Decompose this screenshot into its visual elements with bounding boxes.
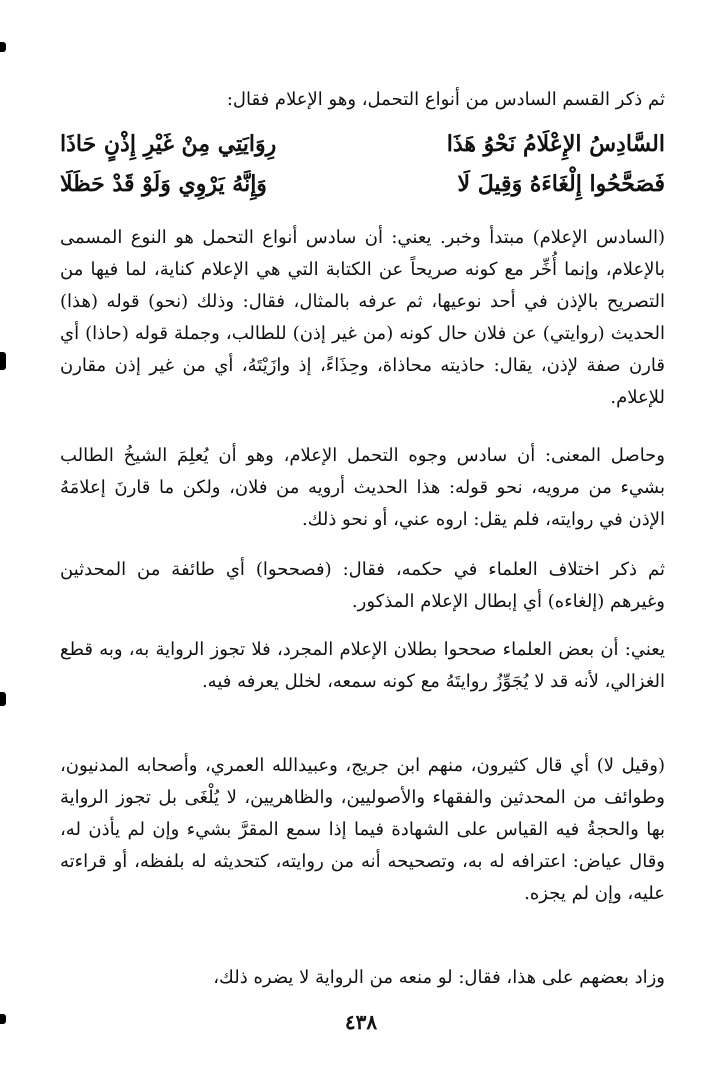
binding-mark [0, 352, 6, 370]
paragraph-commentary: (السادس الإعلام) مبتدأ وخبر. يعني: أن سادس أنواع التحمل هو النوع المسمى بالإعلام، وإنما أُخِّر مع كونه صريحاً عن الكتابة التي هي الإعلام كناية، لما فيها من التصريح بالإذن في أحد نوعيها، ثم عرفه بالمثال، فقال: وذلك (نحو) قوله (هذا) الحديث (روايتي) عن فلان حال كونه (من غير إذن) للطالب، وجملة قوله (حاذا) أي قارن صفة لإذن، يقال: حاذيته محاذاة، وحِذَاءً، إذ وازَيْتَهُ، أي من غير إذن مقارن للإعلام. [60, 227, 665, 408]
verse-line-2 [60, 164, 665, 204]
paragraph-first-opinion: يعني: أن بعض العلماء صححوا بطلان الإعلام المجرد، فلا تجوز الرواية به، وبه قطع الغزالي، لأنه قد لا يُجَوِّزُ روايتَهُ مع كونه سمعه، لخلل يعرفه فيه. [60, 639, 665, 692]
page-number: ٤٣٨ [344, 1010, 378, 1034]
binding-mark [0, 42, 6, 52]
verse-2-second-hemistich: وَإِنَّهُ يَرْوِي وَلَوْ قَدْ حَظَلَا [60, 171, 267, 197]
paragraph-disagreement: ثم ذكر اختلاف العلماء في حكمه، فقال: (فصححوا) أي طائفة من المحدثين وغيرهم (إلغاءه) أي إبطال الإعلام المذكور. [60, 559, 665, 612]
paragraph-meaning: وحاصل المعنى: أن سادس وجوه التحمل الإعلام، وهو أن يُعلِمَ الشيخُ الطالب بشيء من مرويه، نحو قوله: هذا الحديث أرويه من فلان، ولكن ما قارنَ إعلامَهُ الإذن في روايته، فلم يقل: اروه عني، أو نحو ذلك. [60, 445, 665, 530]
verse-line-1 [60, 124, 665, 164]
paragraph-continuation: وزاد بعضهم على هذا، فقال: لو منعه من الرواية لا يضره ذلك، [213, 967, 665, 988]
paragraph-second-opinion: (وقيل لا) أي قال كثيرون، منهم ابن جريج، وعبيدالله العمري، وأصحابه المدنيون، وطوائف من المحدثين والفقهاء والأصوليين، والظاهريين، لا يُلْغَى بل تجوز الرواية بها والحجةُ فيه القياس على الشهادة فيما إذا سمع المقرَّ بشيء وإن لم يأذن له، وقال عياض: اعترافه له به، وتصحيحه أنه من روايته، كتحديثه له بلفظه، أو قراءته عليه، وإن لم يجزه. [60, 755, 665, 904]
verse-1-first-hemistich: السَّادِسُ الإِعْلَامُ نَحْوُ هَذَا [446, 131, 665, 157]
binding-mark [0, 692, 6, 706]
verse-2-first-hemistich: فَصَحَّحُوا إِلْغَاءَهُ وَقِيلَ لَا [457, 171, 665, 197]
intro-line: ثم ذكر القسم السادس من أنواع التحمل، وهو الإعلام فقال: [226, 89, 665, 110]
binding-mark [0, 1014, 6, 1024]
verse-1-second-hemistich: رِوَايَتِي مِنْ غَيْرِ إِذْنٍ حَاذَا [60, 131, 277, 157]
